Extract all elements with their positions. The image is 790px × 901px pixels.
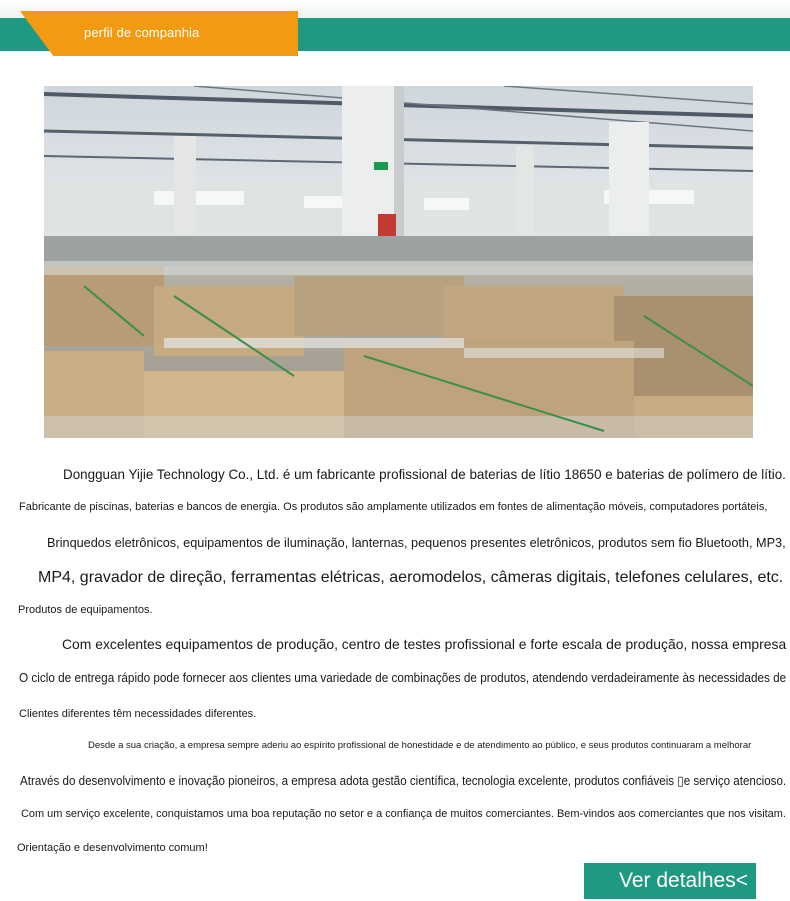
- profile-paragraph-line: Desde a sua criação, a empresa sempre aderiu ao espírito profissional de honestidade e de atendimento ao público, e seus produtos continuaram a melhorar: [88, 740, 752, 751]
- section-title: perfil de companhia: [84, 25, 200, 40]
- warehouse-photo: [44, 86, 753, 438]
- profile-paragraph-line: Dongguan Yijie Technology Co., Ltd. é um fabricante profissional de baterias de lítio 18650 e baterias de polímero de lítio.: [63, 466, 786, 482]
- profile-paragraph-line: Brinquedos eletrônicos, equipamentos de iluminação, lanternas, pequenos presentes eletrônicos, produtos sem fio Bluetooth, MP3,: [47, 535, 786, 550]
- profile-paragraph-line: Produtos de equipamentos.: [18, 604, 153, 616]
- profile-paragraph-line: MP4, gravador de direção, ferramentas elétricas, aeromodelos, câmeras digitais, telefones celulares, etc.: [38, 569, 784, 586]
- profile-paragraph-line: O ciclo de entrega rápido pode fornecer aos clientes uma variedade de combinações de produtos, atendendo verdadeiramente às necessidades de: [19, 671, 787, 685]
- view-details-button[interactable]: Ver detalhes<: [584, 863, 756, 899]
- profile-paragraph-line: Orientação e desenvolvimento comum!: [17, 842, 208, 854]
- profile-paragraph-line: Através do desenvolvimento e inovação pioneiros, a empresa adota gestão científica, tecnologia excelente, produtos confiáveis ▯e serviço atencioso.: [20, 773, 787, 788]
- profile-paragraph-line: Com excelentes equipamentos de produção, centro de testes profissional e forte escala de produção, nossa empresa: [62, 636, 787, 652]
- profile-paragraph-line: Clientes diferentes têm necessidades diferentes.: [19, 708, 257, 720]
- profile-paragraph-line: Fabricante de piscinas, baterias e bancos de energia. Os produtos são amplamente utilizados em fontes de alimentação móveis, computadores portáteis,: [19, 501, 768, 513]
- profile-paragraph-line: Com um serviço excelente, conquistamos uma boa reputação no setor e a confiança de muitos comerciantes. Bem-vindos aos comerciantes que nos visitam.: [21, 808, 786, 820]
